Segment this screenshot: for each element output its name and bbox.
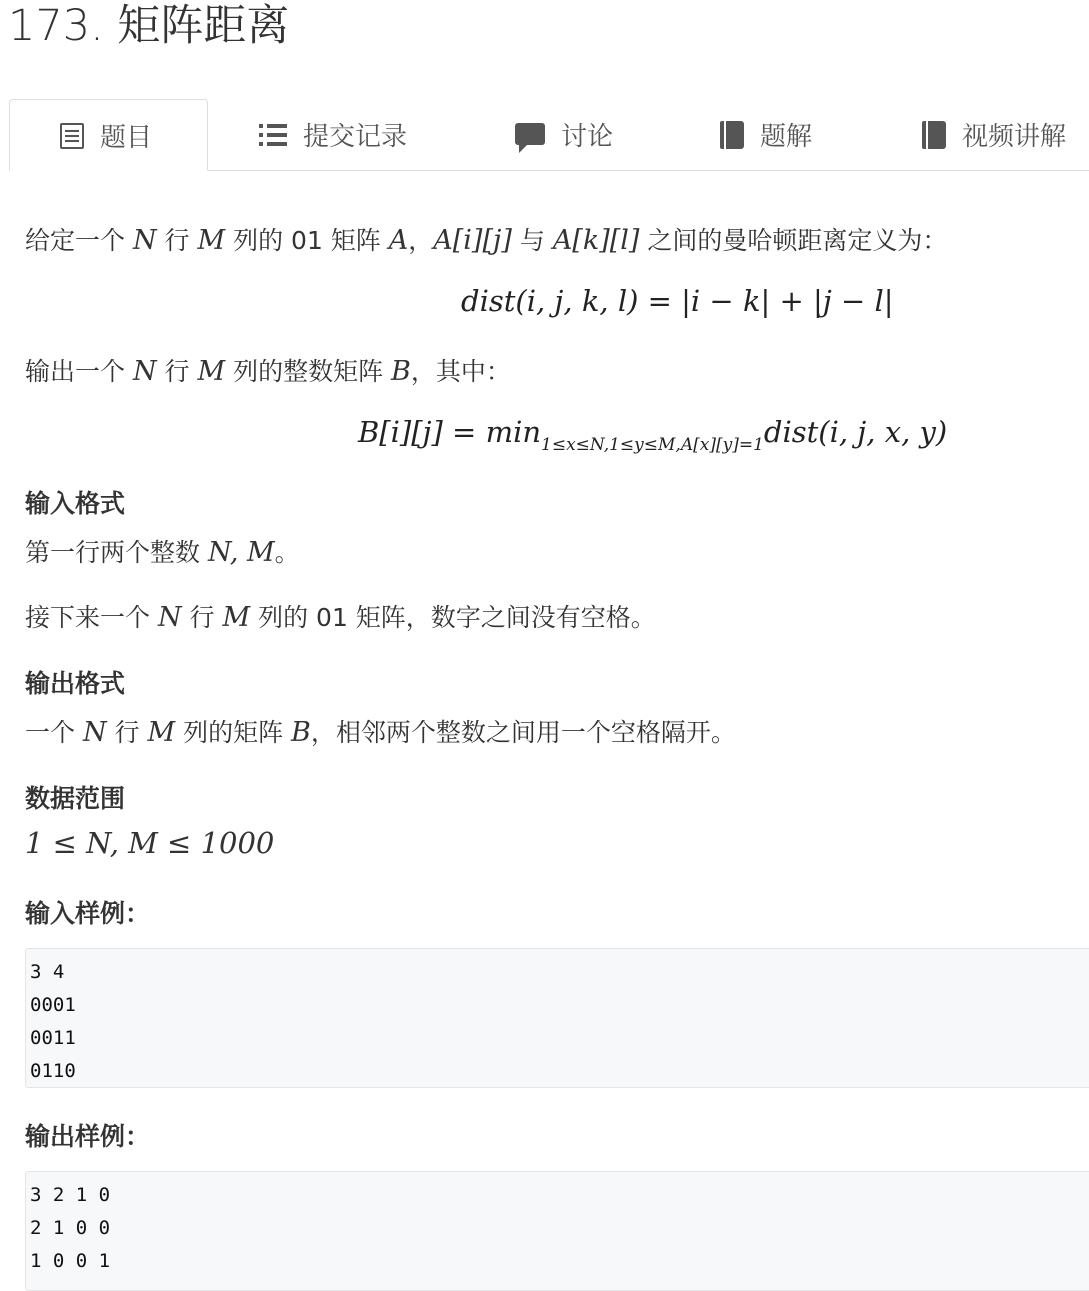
formula-func: min <box>485 415 542 449</box>
code-line: 2 1 0 0 <box>30 1217 111 1239</box>
math: 1 ≤ N, M ≤ 1000 <box>25 826 275 860</box>
text: 列的 01 矩阵，数字之间没有空格。 <box>250 603 656 632</box>
output-description-paragraph <box>25 352 511 388</box>
text: 行 <box>181 603 223 632</box>
text: ， <box>408 226 434 255</box>
formula-rhs: dist(i, j, x, y) <box>763 415 948 449</box>
tab-video[interactable] <box>922 99 1066 170</box>
math: M <box>147 717 176 748</box>
text: 之间的曼哈顿距离定义为： <box>639 226 948 255</box>
description-paragraph <box>25 221 947 257</box>
book-icon <box>922 121 946 149</box>
sample-input-heading: 输入样例： <box>25 899 151 928</box>
code-line: 1 0 0 1 <box>30 1250 111 1272</box>
min-distance-formula <box>358 415 947 455</box>
text: ，相邻两个整数之间用一个空格隔开。 <box>310 718 736 747</box>
math: M <box>197 225 226 256</box>
text: 行 <box>156 226 198 255</box>
tab-submissions[interactable] <box>259 99 407 170</box>
text: 列的矩阵 <box>175 718 292 747</box>
data-range-heading: 数据范围 <box>25 784 126 813</box>
text: 与 <box>511 226 553 255</box>
tab-solutions[interactable] <box>720 99 812 170</box>
book-icon <box>720 121 744 149</box>
text: 输出一个 <box>25 357 133 386</box>
tab-problem[interactable] <box>9 99 208 171</box>
code-line: 3 4 <box>30 961 65 983</box>
code-line: 0011 <box>30 1027 76 1049</box>
math: N <box>82 717 107 748</box>
text: 给定一个 <box>25 226 133 255</box>
tab-bar <box>9 99 1089 171</box>
text: 第一行两个整数 <box>25 538 208 567</box>
code-line: 0001 <box>30 994 76 1016</box>
math: A <box>388 225 409 256</box>
input-format-heading: 输入格式 <box>25 489 126 518</box>
sample-output-heading: 输出样例： <box>25 1122 151 1151</box>
text: 一个 <box>25 718 83 747</box>
math: N <box>132 225 157 256</box>
problem-title: 173. 矩阵距离 <box>8 1 290 51</box>
data-range-formula <box>25 826 274 860</box>
document-icon <box>60 123 84 149</box>
text: 列的整数矩阵 <box>225 357 392 386</box>
formula-subscript: 1≤x≤N,1≤y≤M,A[x][y]=1 <box>541 435 764 455</box>
math: A[k][l] <box>552 225 640 256</box>
code-line: 0110 <box>30 1060 76 1082</box>
math: B <box>391 356 411 387</box>
tab-discussion[interactable] <box>515 99 613 170</box>
code-line: 3 2 1 0 <box>30 1184 111 1206</box>
tab-label: 题目 <box>100 122 153 153</box>
text: 。 <box>274 538 300 567</box>
text: 接下来一个 <box>25 603 158 632</box>
output-format-line <box>25 713 736 749</box>
math: N, M <box>207 537 275 568</box>
tab-label: 视频讲解 <box>962 122 1067 152</box>
sample-output-block[interactable] <box>25 1171 1089 1291</box>
distance-formula: dist(i, j, k, l) = |i − k| + |j − l| <box>461 284 894 318</box>
output-format-heading: 输出格式 <box>25 669 126 698</box>
text: 行 <box>156 357 198 386</box>
tab-label: 题解 <box>760 122 813 152</box>
math: B <box>291 717 311 748</box>
formula-lhs: B[i][j] = <box>358 415 486 449</box>
sample-input-block[interactable] <box>25 948 1089 1088</box>
math: N <box>132 356 157 387</box>
text: 行 <box>106 718 148 747</box>
tab-label: 提交记录 <box>303 122 408 152</box>
math: A[i][j] <box>433 225 512 256</box>
text: 列的 01 矩阵 <box>225 226 389 255</box>
tab-label: 讨论 <box>561 122 614 152</box>
math: M <box>222 602 251 633</box>
comment-icon <box>515 123 545 145</box>
text: ，其中： <box>410 357 511 386</box>
input-format-line-2 <box>25 598 656 634</box>
list-icon <box>259 123 287 147</box>
math: N <box>157 602 182 633</box>
input-format-line-1 <box>25 533 300 569</box>
math: M <box>197 356 226 387</box>
